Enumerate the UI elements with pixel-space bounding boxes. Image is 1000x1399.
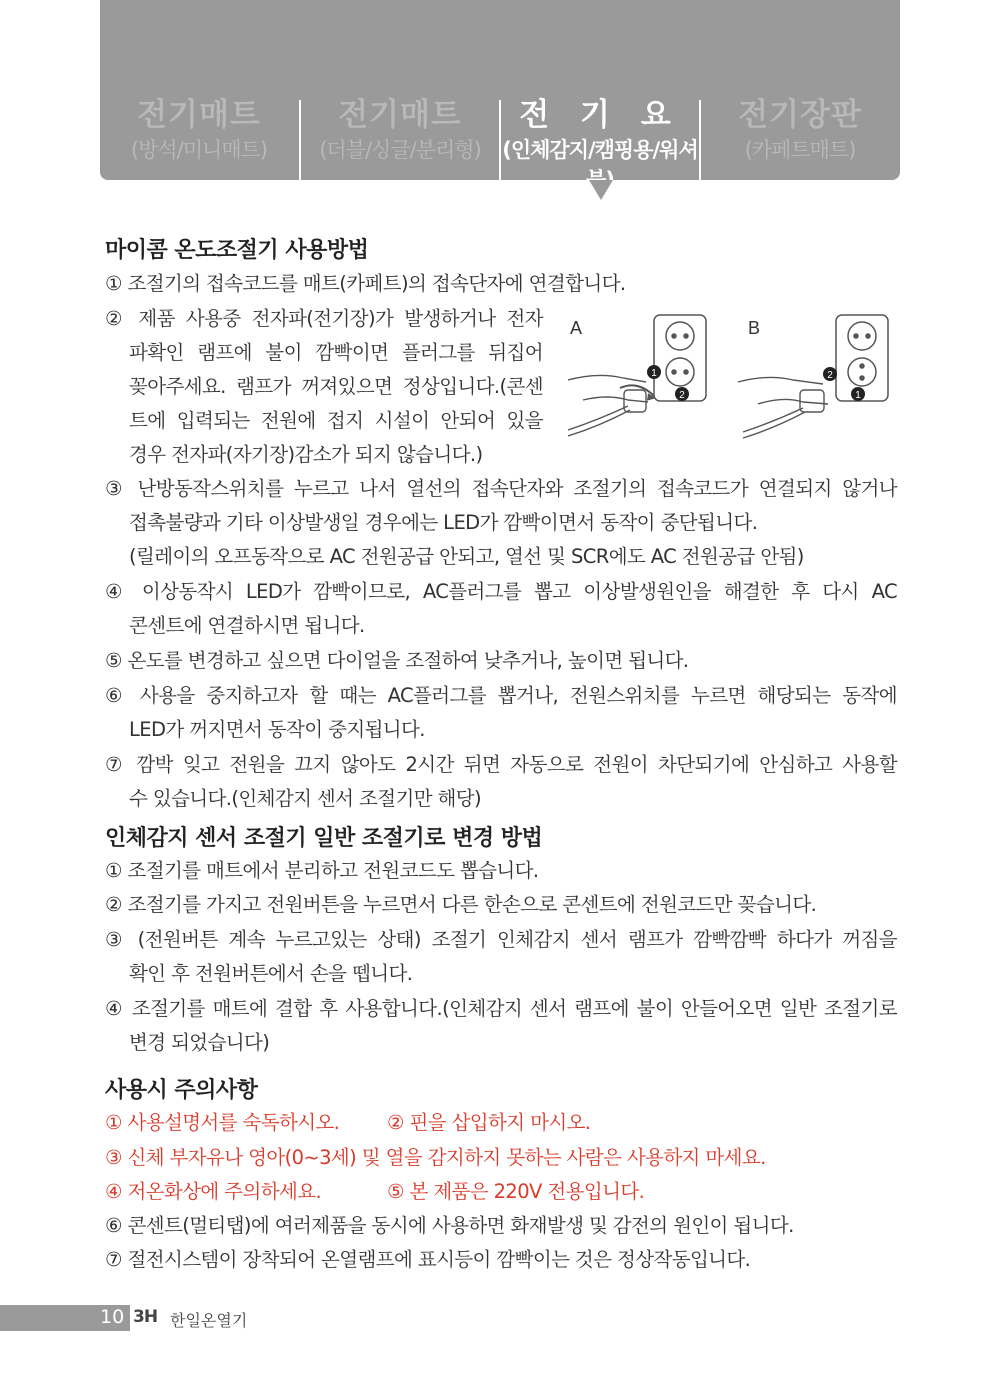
instruction-line: ⑤ 온도를 변경하고 싶으면 다이얼을 조절하여 낮추거나, 높이면 됩니다. — [105, 649, 689, 672]
marker-1-a-text: 1 — [651, 368, 657, 379]
instruction-line: 변경 되었습니다) — [129, 1031, 270, 1054]
instruction-line: 수 있습니다.(인체감지 센서 조절기만 해당) — [129, 787, 482, 810]
instruction-line: ⑥ 사용을 중지하고자 할 때는 AC플러그를 뽑거나, 전원스위치를 누르면 해당되는 동작에 — [105, 684, 897, 707]
label-a: A — [570, 318, 583, 338]
tab-title: 전기장판 — [738, 97, 862, 133]
tab-title: 전기매트 — [137, 97, 261, 133]
page-number: 10 — [100, 1306, 125, 1328]
plug-flip-illustration — [568, 310, 898, 440]
instruction-line: 경우 전자파(자기장)감소가 되지 않습니다.) — [129, 443, 483, 466]
brand-logo: 3H — [133, 1307, 158, 1327]
caution-line: ④ 저온화상에 주의하세요. — [105, 1180, 322, 1203]
instruction-line: ② 조절기를 가지고 전원버튼을 누르면서 다른 한손으로 콘센트에 전원코드만 꽂습니다. — [105, 893, 817, 916]
instruction-line: ② 제품 사용중 전자파(전기장)가 발생하거나 전자 — [105, 307, 543, 330]
instruction-line: 확인 후 전원버튼에서 손을 뗍니다. — [129, 962, 413, 985]
active-tab-pointer — [589, 180, 613, 200]
instruction-line: ③ 난방동작스위치를 누르고 나서 열선의 접속단자와 조절기의 접속코드가 연결되지 않거나 — [105, 477, 897, 500]
instruction-line: (릴레이의 오프동작으로 AC 전원공급 안되고, 열선 및 SCR에도 AC 전원공급 안됨) — [129, 545, 804, 568]
tab-electric-blanket-active[interactable] — [501, 95, 699, 192]
section-heading-sensor-change: 인체감지 센서 조절기 일반 조절기로 변경 방법 — [105, 826, 543, 851]
tab-title: 전 기 요 — [519, 97, 681, 133]
instruction-line: ① 조절기의 접속코드를 매트(카페트)의 접속단자에 연결합니다. — [105, 272, 626, 295]
marker-1-b-text: 1 — [855, 390, 861, 401]
caution-line: ① 사용설명서를 숙독하시오. — [105, 1111, 340, 1134]
label-b: B — [748, 318, 761, 338]
section-heading-cautions: 사용시 주의사항 — [105, 1078, 258, 1103]
instruction-line: LED가 꺼지면서 동작이 중지됩니다. — [129, 718, 425, 741]
section-heading-micom: 마이콤 온도조절기 사용방법 — [105, 238, 369, 263]
tab-subtitle: (방석/미니매트) — [130, 138, 268, 162]
instruction-line: 파확인 램프에 불이 깜빡이면 플러그를 뒤집어 — [129, 341, 543, 364]
instruction-line: ⑦ 깜박 잊고 전원을 끄지 않아도 2시간 뒤면 자동으로 전원이 차단되기에 안심하고 사용할 — [105, 753, 897, 776]
instruction-line: ③ (전원버튼 계속 누르고있는 상태) 조절기 인체감지 센서 램프가 깜빡깜빡 하다가 꺼짐을 — [105, 928, 897, 951]
marker-2-b-text: 2 — [827, 370, 833, 381]
instruction-line: 콘센트에 연결하시면 됩니다. — [129, 614, 365, 637]
instruction-line: ④ 조절기를 매트에 결합 후 사용합니다.(인체감지 센서 램프에 불이 안들어오면 일반 조절기로 — [105, 997, 897, 1020]
instruction-line: 트에 입력되는 전원에 접지 시설이 안되어 있을 — [129, 409, 543, 432]
instruction-line: 꽂아주세요. 램프가 꺼져있으면 정상입니다.(콘센 — [129, 375, 543, 398]
tab-mat-small[interactable] — [100, 95, 298, 165]
caution-line: ③ 신체 부자유나 영아(0~3세) 및 열을 감지하지 못하는 사람은 사용하지 마세요. — [105, 1146, 766, 1169]
instruction-line: ① 조절기를 매트에서 분리하고 전원코드도 뽑습니다. — [105, 859, 539, 882]
caution-line: ⑤ 본 제품은 220V 전용입니다. — [387, 1180, 645, 1203]
category-tab-bar — [100, 0, 900, 192]
hand-plug-b-icon — [738, 377, 828, 438]
hand-plug-a-icon — [568, 375, 654, 436]
tab-subtitle: (카페트매트) — [744, 138, 856, 162]
tab-heating-pad[interactable] — [701, 95, 899, 165]
tab-mat-double[interactable] — [301, 95, 499, 165]
caution-line: ⑥ 콘센트(멀티탭)에 여러제품을 동시에 사용하면 화재발생 및 감전의 원인이 됩니다. — [105, 1214, 794, 1237]
tab-subtitle: (더블/싱글/분리형) — [319, 138, 481, 162]
tab-subtitle: (인체감지/캠핑용/워셔블) — [502, 138, 698, 192]
caution-line: ⑦ 절전시스템이 장착되어 온열램프에 표시등이 깜빡이는 것은 정상작동입니다. — [105, 1248, 751, 1271]
marker-2-a-text: 2 — [679, 390, 685, 401]
instruction-line: ④ 이상동작시 LED가 깜빡이므로, AC플러그를 뽑고 이상발생원인을 해결한 후 다시 AC — [105, 580, 897, 603]
brand-name: 한일온열기 — [170, 1311, 248, 1330]
caution-line: ② 핀을 삽입하지 마시오. — [387, 1111, 591, 1134]
instruction-line: 접촉불량과 기타 이상발생일 경우에는 LED가 깜빡이면서 동작이 중단됩니다. — [129, 511, 758, 534]
tab-title: 전기매트 — [338, 97, 462, 133]
outlet-b-icon — [836, 315, 888, 401]
